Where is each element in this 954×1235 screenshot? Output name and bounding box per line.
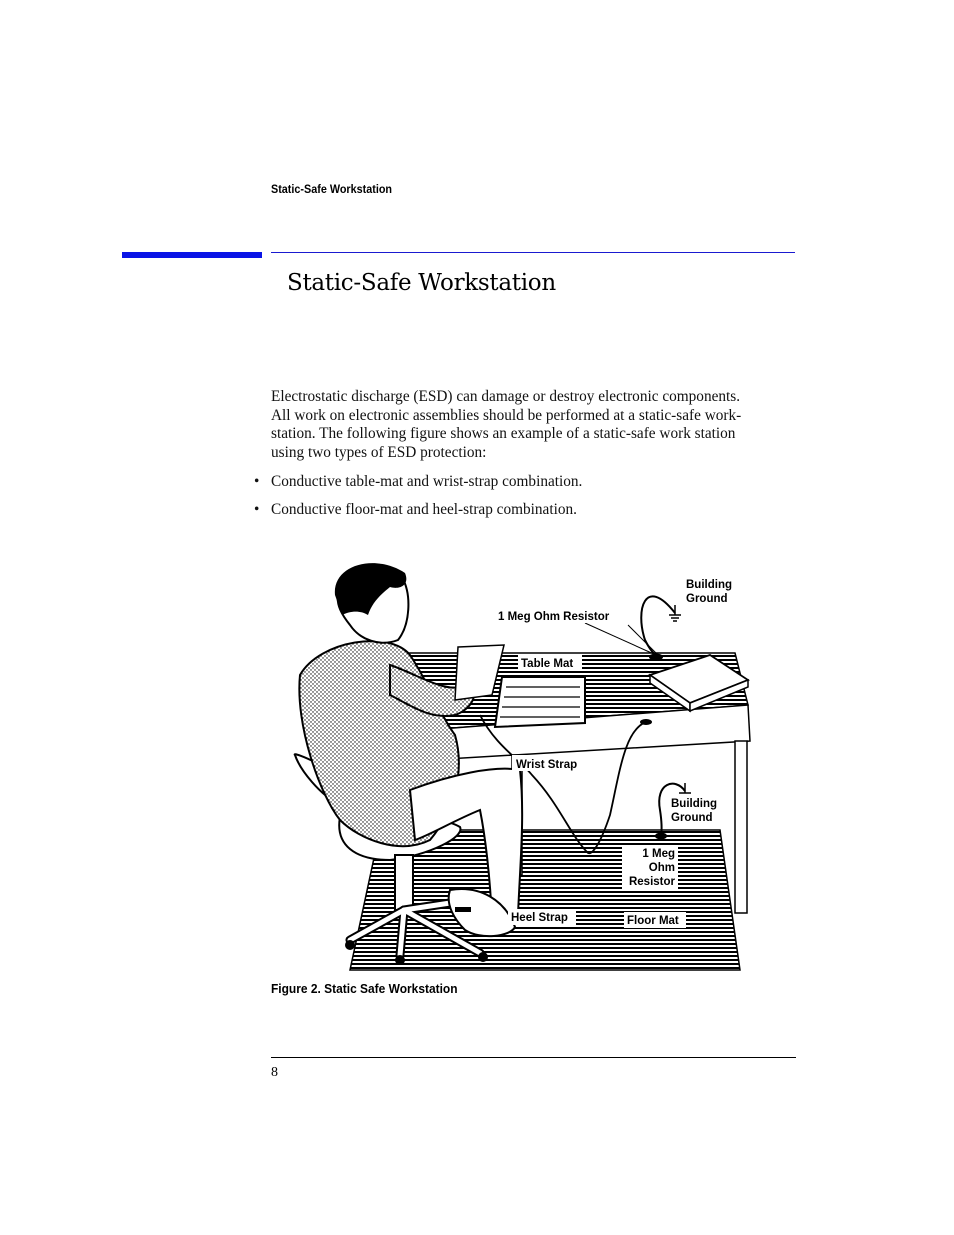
resistor-bottom-icon <box>655 833 667 840</box>
section-rule <box>271 252 795 253</box>
ground-wire-top <box>641 596 675 657</box>
svg-text:Ground: Ground <box>686 593 728 605</box>
section-marker-bar <box>122 252 262 258</box>
svg-text:Resistor: Resistor <box>628 876 675 888</box>
figure-label-wrist-strap: Wrist Strap <box>516 759 578 771</box>
bullet-icon: • <box>254 473 260 490</box>
figure-label-table-mat: Table Mat <box>521 658 574 670</box>
footer-rule <box>271 1057 796 1058</box>
table-leg <box>735 741 747 913</box>
intro-line: All work on electronic assemblies should be performed at a static-safe work- <box>271 406 742 424</box>
svg-text:1 Meg: 1 Meg <box>642 848 675 860</box>
intro-line: using two types of ESD protection: <box>271 443 487 461</box>
list-item <box>254 501 796 529</box>
workstation-illustration <box>280 555 760 975</box>
intro-paragraph <box>271 388 796 462</box>
figure-label-building-ground-bottom <box>668 795 724 827</box>
svg-text:Ground: Ground <box>671 812 713 824</box>
svg-text:Ohm: Ohm <box>648 862 675 874</box>
svg-text:Building: Building <box>686 579 732 591</box>
intro-line: Electrostatic discharge (ESD) can damage or destroy electronic components. <box>271 388 741 405</box>
page-number: 8 <box>271 1065 278 1080</box>
bullet-icon: • <box>254 501 260 518</box>
figure-label-floor-mat: Floor Mat <box>627 915 679 927</box>
figure-caption: Figure 2. Static Safe Workstation <box>271 981 458 996</box>
heel-strap-icon <box>455 907 471 912</box>
circuit-board <box>495 677 585 727</box>
protection-list <box>254 473 796 529</box>
intro-line: station. The following figure shows an example of a static-safe work station <box>271 425 736 443</box>
page-title: Static-Safe Workstation <box>287 270 556 296</box>
chair-post <box>395 855 413 910</box>
list-item <box>254 473 796 501</box>
svg-text:Building: Building <box>671 798 717 810</box>
figure-label-building-ground-top <box>686 579 732 605</box>
figure-label-resistor-bottom <box>622 845 678 891</box>
figure-label-heel-strap: Heel Strap <box>511 912 568 924</box>
list-item-text: Conductive floor-mat and heel-strap combination. <box>271 501 577 518</box>
running-header: Static-Safe Workstation <box>271 182 393 196</box>
figure-label-resistor-top: 1 Meg Ohm Resistor <box>498 611 610 623</box>
list-item-text: Conductive table-mat and wrist-strap combination. <box>271 473 583 490</box>
